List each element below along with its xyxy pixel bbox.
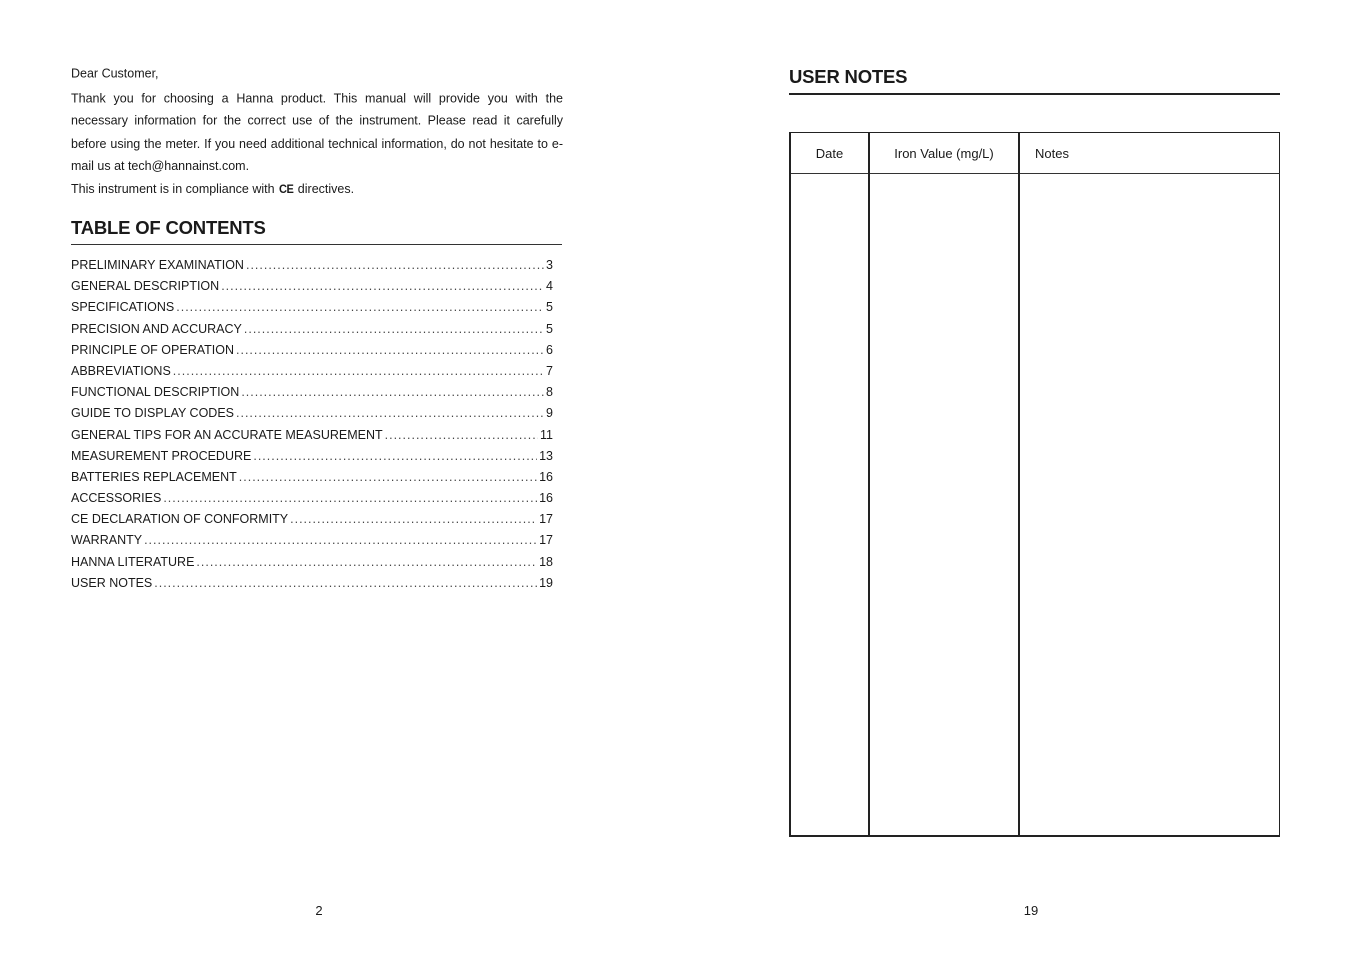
- toc-item[interactable]: [71, 382, 553, 403]
- table-of-contents: [71, 255, 553, 594]
- toc-dot-leader: [236, 340, 544, 361]
- toc-dot-leader: [176, 297, 544, 318]
- page-number-right: 19: [1023, 903, 1039, 918]
- toc-item-title: GUIDE TO DISPLAY CODES: [71, 406, 235, 421]
- intro-paragraph: Thank you for choosing a Hanna product. This manual will provide you with the necessary information for the correct use of the instrument. Please read it carefully before using the meter. If you need additional technical information, do not hesitate to e-mail us at tech@hannainst.com.: [71, 90, 563, 173]
- toc-item[interactable]: [71, 425, 553, 446]
- toc-dot-leader: [239, 467, 537, 488]
- user-notes-table: [789, 132, 1280, 837]
- toc-item[interactable]: [71, 488, 553, 509]
- page-number-left: 2: [315, 903, 323, 918]
- toc-item-page: 8: [546, 385, 553, 400]
- toc-item[interactable]: [71, 255, 553, 276]
- toc-item[interactable]: [71, 573, 553, 594]
- toc-item[interactable]: [71, 297, 553, 318]
- cell-iron-value[interactable]: [869, 174, 1019, 837]
- intro-section: [71, 63, 563, 202]
- toc-item-title: GENERAL TIPS FOR AN ACCURATE MEASUREMENT: [71, 427, 383, 442]
- toc-dot-leader: [173, 361, 544, 382]
- toc-item-page: 17: [539, 533, 553, 548]
- toc-dot-leader: [236, 403, 544, 424]
- toc-item-title: ACCESSORIES: [71, 491, 162, 506]
- compliance-prefix: This instrument is in compliance with: [71, 180, 275, 196]
- toc-item-title: PRECISION AND ACCURACY: [71, 321, 242, 336]
- toc-item[interactable]: [71, 361, 553, 382]
- toc-item-page: 5: [546, 321, 553, 336]
- toc-item-page: 16: [539, 469, 553, 484]
- toc-item[interactable]: [71, 319, 553, 340]
- toc-item[interactable]: [71, 552, 553, 573]
- left-page: [0, 0, 675, 954]
- toc-item-title: HANNA LITERATURE: [71, 554, 195, 569]
- toc-item[interactable]: [71, 509, 553, 530]
- right-page: [675, 0, 1351, 954]
- toc-dot-leader: [290, 509, 537, 530]
- toc-item-page: 5: [546, 300, 553, 315]
- toc-item-page: 19: [539, 575, 553, 590]
- toc-item-title: SPECIFICATIONS: [71, 300, 175, 315]
- toc-item-page: 18: [539, 554, 553, 569]
- toc-dot-leader: [246, 255, 544, 276]
- user-notes-heading: USER NOTES: [789, 63, 1280, 95]
- toc-item-page: 9: [546, 406, 553, 421]
- table-row: [790, 174, 1280, 837]
- toc-item-title: FUNCTIONAL DESCRIPTION: [71, 385, 240, 400]
- toc-item-page: 11: [540, 427, 553, 442]
- toc-item-title: PRELIMINARY EXAMINATION: [71, 258, 244, 272]
- compliance-line: [71, 178, 563, 202]
- toc-item-title: USER NOTES: [71, 575, 153, 590]
- ce-mark-icon: CE: [279, 182, 294, 196]
- toc-item-page: 6: [546, 342, 553, 357]
- toc-dot-leader: [244, 319, 544, 340]
- greeting: Dear Customer,: [71, 65, 159, 81]
- toc-item[interactable]: [71, 403, 553, 424]
- toc-dot-leader: [144, 530, 537, 551]
- toc-item-page: 17: [539, 512, 553, 527]
- table-header-row: [790, 133, 1280, 174]
- toc-dot-leader: [241, 382, 544, 403]
- compliance-suffix: directives.: [297, 180, 355, 196]
- toc-item-title: ABBREVIATIONS: [71, 363, 171, 378]
- toc-item-page: 13: [539, 448, 553, 463]
- toc-heading: TABLE OF CONTENTS: [71, 214, 562, 245]
- toc-item-page: 7: [546, 363, 553, 378]
- cell-notes[interactable]: [1019, 174, 1280, 837]
- toc-item[interactable]: [71, 340, 553, 361]
- toc-item-page: 3: [546, 258, 553, 272]
- toc-item-page: 16: [539, 491, 553, 506]
- toc-item-title: BATTERIES REPLACEMENT: [71, 469, 237, 484]
- toc-item-title: CE DECLARATION OF CONFORMITY: [71, 512, 289, 527]
- toc-item[interactable]: [71, 446, 553, 467]
- toc-dot-leader: [385, 425, 538, 446]
- toc-dot-leader: [196, 552, 537, 573]
- toc-dot-leader: [221, 276, 544, 297]
- header-date: Date: [790, 133, 869, 174]
- toc-item[interactable]: [71, 467, 553, 488]
- toc-item-title: GENERAL DESCRIPTION: [71, 279, 220, 294]
- cell-date[interactable]: [790, 174, 869, 837]
- header-notes: Notes: [1019, 133, 1280, 174]
- toc-dot-leader: [163, 488, 537, 509]
- toc-item[interactable]: [71, 530, 553, 551]
- header-iron-value: Iron Value (mg/L): [869, 133, 1019, 174]
- toc-item-title: MEASUREMENT PROCEDURE: [71, 448, 252, 463]
- toc-item-title: PRINCIPLE OF OPERATION: [71, 342, 234, 357]
- toc-item-title: WARRANTY: [71, 533, 143, 548]
- toc-item-page: 4: [546, 279, 553, 294]
- toc-dot-leader: [154, 573, 537, 594]
- toc-item[interactable]: [71, 276, 553, 297]
- toc-dot-leader: [253, 446, 537, 467]
